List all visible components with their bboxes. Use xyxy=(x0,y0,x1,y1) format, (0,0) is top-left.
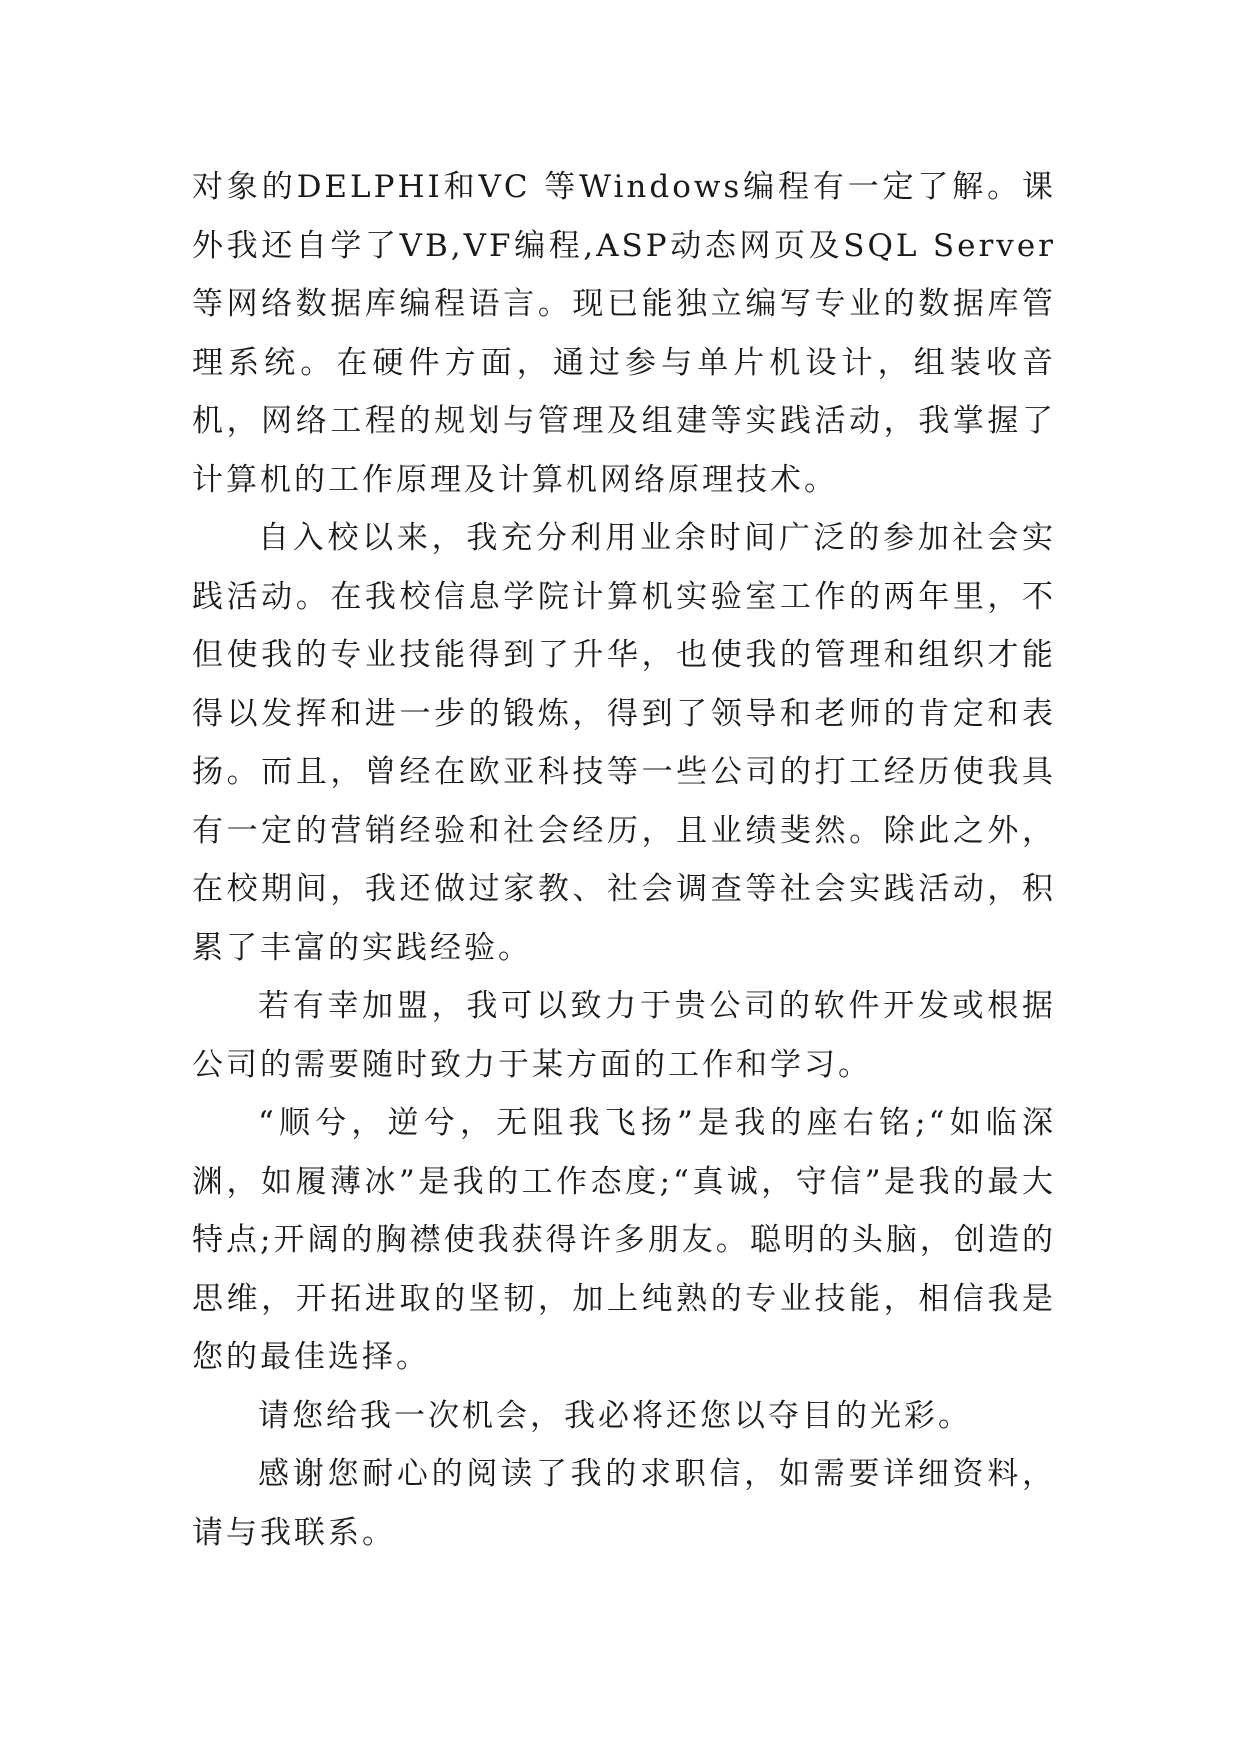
letter-body xyxy=(192,158,1056,1562)
paragraph-thanks: 感谢您耐心的阅读了我的求职信，如需要详细资料，请与我联系。 xyxy=(192,1456,1056,1551)
paragraph-request: 请您给我一次机会，我必将还您以夺目的光彩。 xyxy=(258,1397,972,1434)
paragraph-join: 若有幸加盟，我可以致力于贵公司的软件开发或根据公司的需要随时致力于某方面的工作和学习。 xyxy=(192,988,1056,1083)
paragraph-motto: “顺兮，逆兮，无阻我飞扬”是我的座右铭;“如临深渊，如履薄冰”是我的工作态度;“真诚，守信”是我的最大特点;开阔的胸襟使我获得许多朋友。聪明的头脑，创造的思维，开拓进取的坚韧，加上纯熟的专业技能，相信我是您的最佳选择。 xyxy=(192,1105,1056,1375)
paragraph-practice: 自入校以来，我充分利用业余时间广泛的参加社会实践活动。在我校信息学院计算机实验室工作的两年里，不但使我的专业技能得到了升华，也使我的管理和组织才能得以发挥和进一步的锻炼，得到了领导和老师的肯定和表扬。而且，曾经在欧亚科技等一些公司的打工经历使我具有一定的营销经验和社会经历，且业绩斐然。除此之外，在校期间，我还做过家教、社会调查等社会实践活动，积累了丰富的实践经验。 xyxy=(192,520,1056,966)
paragraph-continued: 对象的DELPHI和VC 等Windows编程有一定了解。课外我还自学了VB,VF编程,ASP动态网页及SQL Server等网络数据库编程语言。现已能独立编写专业的数据库管理系统。在硬件方面，通过参与单片机设计，组装收音机，网络工程的规划与管理及组建等实践活动，我掌握了计算机的工作原理及计算机网络原理技术。 xyxy=(192,169,1056,498)
